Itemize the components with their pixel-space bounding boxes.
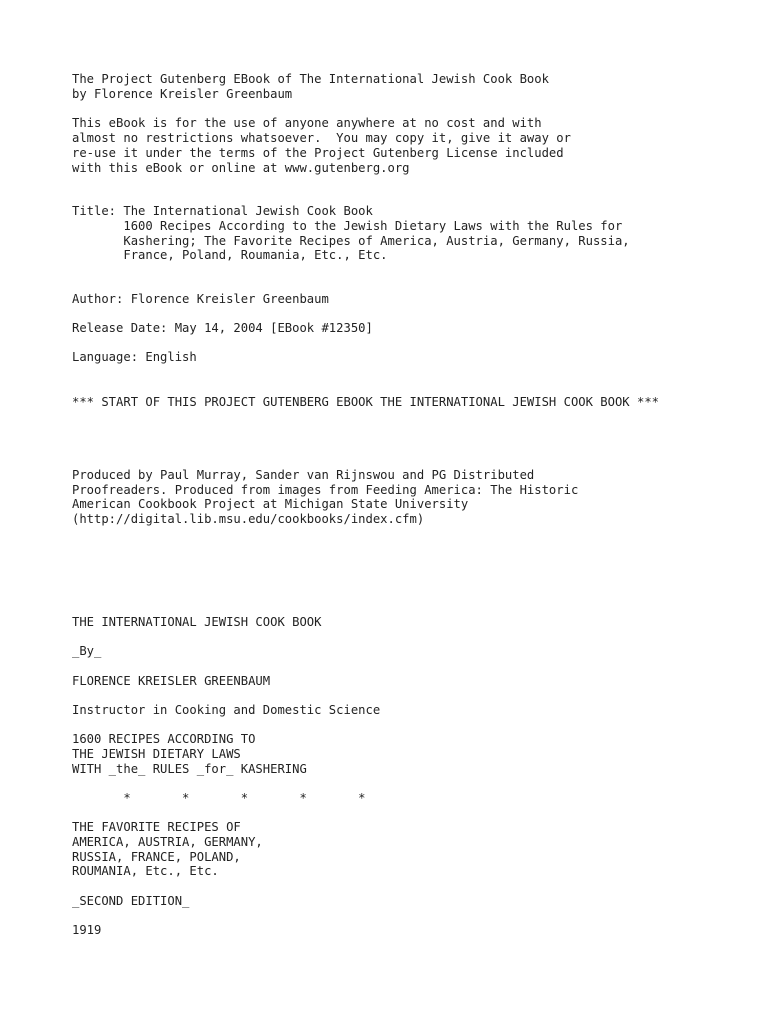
title-line-1: Title: The International Jewish Cook Book xyxy=(72,204,373,218)
credits-line-4: (http://digital.lib.msu.edu/cookbooks/index.cfm) xyxy=(72,512,425,526)
book-author: FLORENCE KREISLER GREENBAUM xyxy=(72,674,271,688)
book-author-role: Instructor in Cooking and Domestic Science xyxy=(72,703,381,717)
favorites-line-1: THE FAVORITE RECIPES OF xyxy=(72,820,241,834)
subtitle-line-1: 1600 RECIPES ACCORDING TO xyxy=(72,732,256,746)
favorites-line-3: RUSSIA, FRANCE, POLAND, xyxy=(72,850,241,864)
favorites-line-4: ROUMANIA, Etc., Etc. xyxy=(72,864,219,878)
notice-line-4: with this eBook or online at www.gutenberg.org xyxy=(72,161,410,175)
subtitle-line-2: THE JEWISH DIETARY LAWS xyxy=(72,747,241,761)
book-title: THE INTERNATIONAL JEWISH COOK BOOK xyxy=(72,615,322,629)
credits-line-1: Produced by Paul Murray, Sander van Rijnswou and PG Distributed xyxy=(72,468,535,482)
language-line: Language: English xyxy=(72,350,197,364)
title-line-4: France, Poland, Roumania, Etc., Etc. xyxy=(72,248,388,262)
year-line: 1919 xyxy=(72,923,102,937)
notice-line-1: This eBook is for the use of anyone anywhere at no cost and with xyxy=(72,116,542,130)
title-line-3: Kashering; The Favorite Recipes of America, Austria, Germany, Russia, xyxy=(72,234,630,248)
author-line: Author: Florence Kreisler Greenbaum xyxy=(72,292,329,306)
header-line-1: The Project Gutenberg EBook of The International Jewish Cook Book xyxy=(72,72,549,86)
credits-line-3: American Cookbook Project at Michigan State University xyxy=(72,497,469,511)
start-marker: *** START OF THIS PROJECT GUTENBERG EBOOK THE INTERNATIONAL JEWISH COOK BOOK *** xyxy=(72,395,659,409)
title-line-2: 1600 Recipes According to the Jewish Dietary Laws with the Rules for xyxy=(72,219,623,233)
edition-line: _SECOND EDITION_ xyxy=(72,894,190,908)
header-line-2: by Florence Kreisler Greenbaum xyxy=(72,87,293,101)
notice-line-2: almost no restrictions whatsoever. You may copy it, give it away or xyxy=(72,131,571,145)
notice-line-3: re-use it under the terms of the Project Gutenberg License included xyxy=(72,146,564,160)
section-separator: * * * * * xyxy=(72,791,366,805)
release-date-line: Release Date: May 14, 2004 [EBook #12350] xyxy=(72,321,373,335)
subtitle-line-3: WITH _the_ RULES _for_ KASHERING xyxy=(72,762,307,776)
favorites-line-2: AMERICA, AUSTRIA, GERMANY, xyxy=(72,835,263,849)
credits-line-2: Proofreaders. Produced from images from Feeding America: The Historic xyxy=(72,483,579,497)
book-by: _By_ xyxy=(72,644,102,658)
